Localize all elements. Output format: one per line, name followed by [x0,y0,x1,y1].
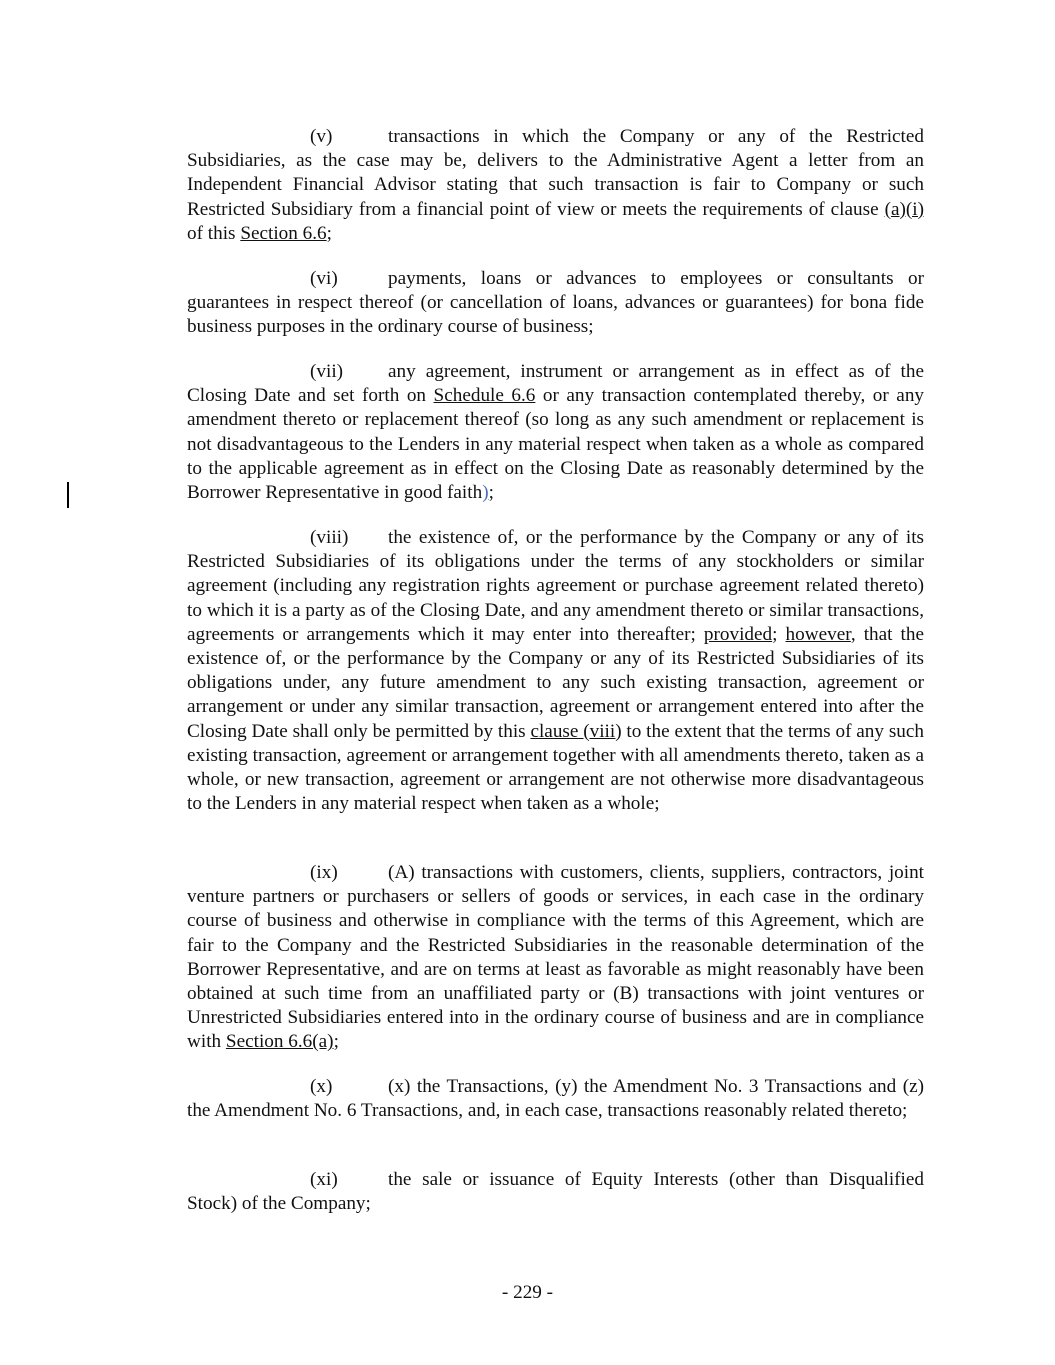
defined-term: however [785,623,851,645]
clause-number: (ix) [310,862,338,883]
cross-reference: Section 6.6(a) [225,1031,334,1053]
clause-text: to the extent that the terms of any such existing transaction, agreement or arrangement together with all amendments thereto, taken as a whole, or new transaction, agreement or arrangement are not otherwise more disadvantageous to the Lenders in any material respect when taken as a whole; [187,720,924,815]
clause-text: the sale or issuance of Equity Interests (other than Disqualified Stock) of the Company; [187,1169,924,1215]
clause-number: (x) [310,1076,333,1097]
tracked-change-mark: ) [482,482,489,504]
page-number: - 229 - [501,1282,554,1303]
revision-change-bar [67,482,69,508]
clause-viii [187,526,924,816]
clause-text: payments, loans or advances to employees or consultants or guarantees in respect thereof (or cancellation of loans, advances or guarantees) for bona fide business purposes in the ordinary course of business; [187,268,924,338]
clause-text: ; [333,1031,339,1053]
cross-reference: (a)(i) [884,198,924,220]
clause-text: transactions in which the Company or any of the Restricted Subsidiaries, as the case may be, delivers to the Administrative Agent a letter from an Independent Financial Advisor stating that such transaction is fair to Company or such Restricted Subsidiary from a financial point of view or meets the requirements of clause [187,126,924,220]
clause-text: ; [488,482,494,504]
cross-reference: clause (viii) [530,720,622,742]
clause-text: (A) transactions with customers, clients, suppliers, contractors, joint venture partners or purchasers or sellers of goods or services, in each case in the ordinary course of business and otherwise in compliance with the terms of this Agreement, which are fair to the Company and the Restricted Subsidiaries in the reasonable determination of the Borrower Representative, and are on terms at least as favorable as might reasonably have been obtained at such time from an unaffiliated party or (B) transactions with joint ventures or Unrestricted Subsidiaries entered into in the ordinary course of business and are in compliance with [187,862,924,1053]
cross-reference: Section 6.6 [240,222,327,244]
clause-text: the existence of, or the performance by the Company or any of its Restricted Subsidiaries of its obligations under the terms of any stockholders or similar agreement (including any registration rights agreement or purchase agreement related thereto) to which it is a party as of the Closing Date, and any amendment thereto or similar transactions, agreements or arrangements which it may enter into thereafter; [187,527,924,645]
clause-number: (vii) [310,361,344,382]
clause-text: (x) the Transactions, (y) the Amendment No. 3 Transactions and (z) the Amendment No. 6 Transactions, and, in each case, transactions reasonably related thereto; [187,1076,924,1122]
clause-x [187,1075,924,1123]
clause-number: (vi) [310,268,338,289]
cross-reference: Schedule 6.6 [433,385,536,407]
clause-number: (xi) [310,1169,338,1190]
clause-vii [187,360,924,505]
clause-ix [187,861,924,1055]
clause-text: any agreement, instrument or arrangement as in effect as of the Closing Date and set forth on [187,361,924,407]
clause-text: ; [772,623,786,645]
clause-number: (v) [310,126,333,147]
defined-term: provided [703,623,773,645]
clause-text: ; [326,222,332,244]
clause-text: of this [187,222,241,244]
clause-v [187,125,924,246]
clause-vi [187,267,924,340]
clause-number: (viii) [310,527,349,548]
clause-xi [187,1168,924,1216]
clause-text: or any transaction contemplated thereby, or any amendment thereto or replacement thereof (so long as any such amendment or replacement is not disadvantageous to the Lenders in any material respect when taken as a whole as compared to the applicable agreement as in effect on the Closing Date as reasonably determined by the Borrower Representative in good faith [187,385,925,504]
clause-text: , that the existence of, or the performance by the Company or any of its Restricted Subsidiaries of its obligations under, any future amendment to any such existing transaction, agreement or arrangement or under any similar transaction, agreement or arrangement entered into after the Closing Date shall only be permitted by this [187,623,924,742]
